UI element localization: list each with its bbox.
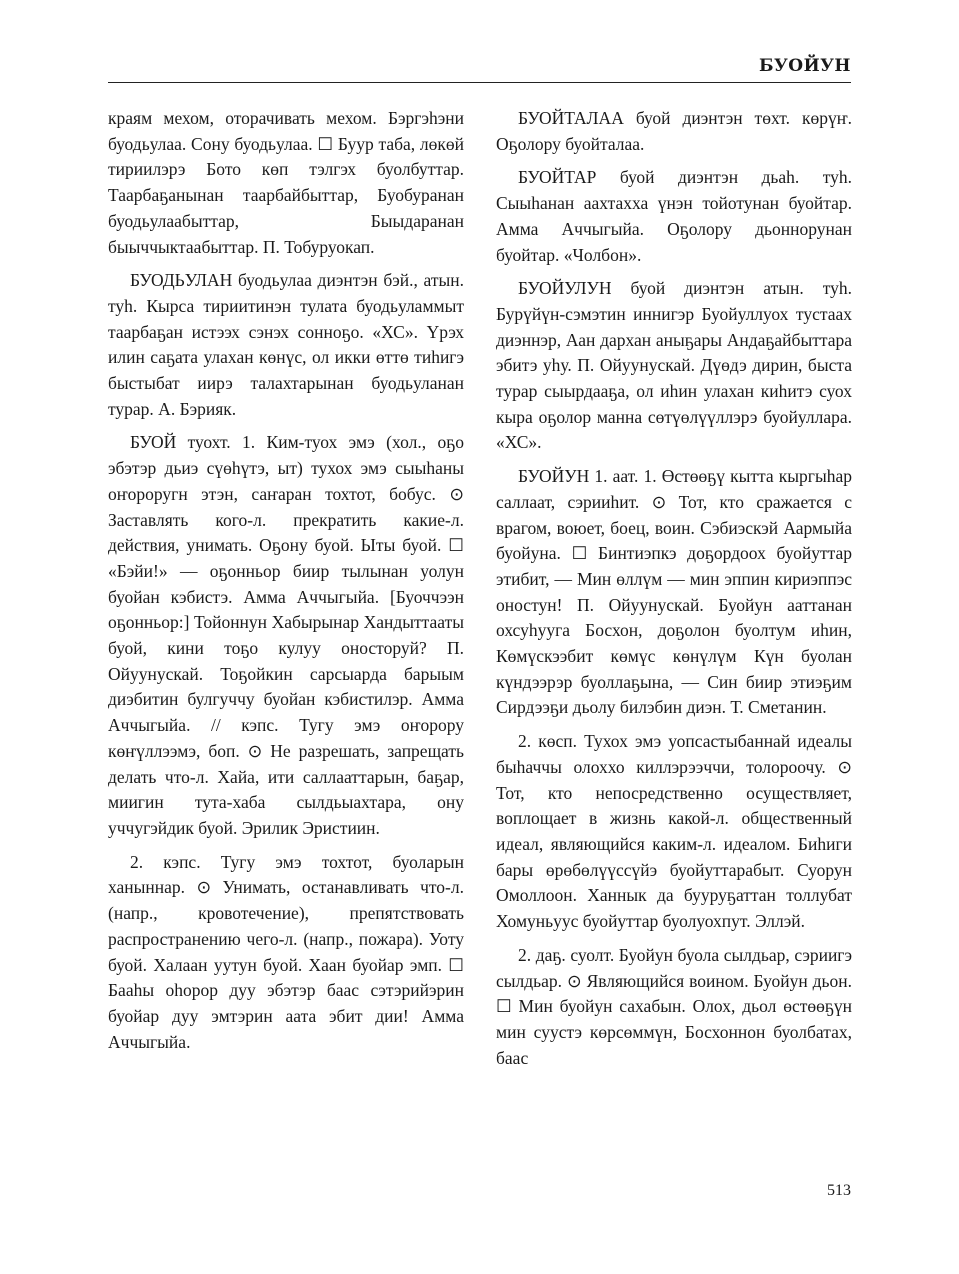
header-rule [108, 82, 851, 83]
entry-paragraph: БУОЙТАЛАА буой диэнтэн төхт. көрүҥ. Оҕолору буойталаа. [496, 108, 852, 154]
entry-paragraph: БУОЙУН 1. аат. 1. Өстөөҕү кытта кыргыһар саллаат, сэрииһит. ⊙ Тот, кто сражается с врагом, воюет, боец, воин. Сэбиэскэй Аармыйа буойуна. ☐ Бинтиэпкэ доҕордоох буойуттар этибит, — Мин өллүм — мин эппин кириэппэс оностун! П. Ойуунускай. Буойун ааттанан охсуһууга Босхон, доҕолон буолтум иһин, Көмүскээбит көмүс көнүлүм Күн буолан күндээрэр буоллаҕына, — Син биир этиэҕим Сирдээҕи дьолу билэбин диэн. Т. Сметанин. [496, 466, 852, 718]
right-column [496, 106, 852, 1079]
running-head: БУОЙУН [758, 56, 851, 76]
entry-paragraph: 2. даҕ. суолт. Буойун буола сылдьар, сэриигэ сылдьар. ⊙ Являющийся воином. Буойун дьон. ☐ Мин буойун сахабын. Олох, дьол өстөөҕүн мин суустэ көрсөммүн, Босхоннон буолбатах, баас [496, 944, 852, 1068]
entry-paragraph: 2. көсп. Тухох эмэ уопсастыбаннай идеалы быһаччы олоххо киллэрээччи, толороочу. ⊙ Тот, кто непосредственно осуществляет, воплощает в жизнь какой-л. общественный идеал, являющийся каким-л. идеалом. Биһиги бары өрөбөлүүссүйэ буойуттарабыт. Суорун Омоллоон. Ханнык да бууруҕаттан толлубат Хомуньуус буойуттар буолуохпут. Эллэй. [496, 731, 852, 932]
entry-paragraph: БУОЙУЛУН буой диэнтэн атын. туһ. Бурүйүн-сэмэтин иннигэр Буойуллуох тустаах диэннэр, Аан дархан аныҕары Андаҕайбыттара эбитэ уһу. П. Ойуунускай. Дүөдэ дирин, быста турар сыырдааҕа, ол иһин улахан киһитэ суох кыра оҕолор манна сөтүөлүүллэрэ буойуллара. «ХС». [496, 278, 852, 453]
left-column [108, 106, 464, 1063]
entry-paragraph: БУОДЬУЛАН буодьулаа диэнтэн бэй., атын. туһ. Кырса тириитинэн тулата буодьуламмыт таарбаҕан истээх сэнэх сонноҕо. «ХС». Үрэх илин саҕата улахан көнүс, ол икки өттө тиһигэ быстыбат иирэ талахтарынан буодьуланан турар. А. Бэрияк. [108, 270, 464, 419]
entry-paragraph: БУОЙТАР буой диэнтэн дьаһ. туһ. Сыыһанан аахтахха үнэн тойотунан буойтар. Амма Аччыгыйа. Оҕолору дьоннорунан буойтар. «Чолбон». [496, 167, 852, 265]
entry-paragraph: БУОЙ туохт. 1. Ким-туох эмэ (хол., оҕо эбэтэр дьиэ сүөһүтэ, ыт) тухох эмэ сыыһаны оҥороругн этэн, саҥаран тохтот, бобус. ⊙ Заставлять кого-л. прекратить какие-л. действия, унимать. Оҕону буой. Ыты буой. ☐ «Бэйи!» — оҕонньор биир тылынан уолун буойан кэбистэ. Амма Аччыгыйа. [Буоччээн оҕонньор:] Тойоннун Хабырынар Хандыттааты буой, кини тоҕо кулуу оносторуй? П. Ойуунускай. Тоҕойкин сарсыарда барыым диэбитин булгуччу буойан кэбистилэр. Амма Аччыгыйа. // кэпс. Тугу эмэ оҥорору көҥүллээмэ, боп. ⊙ Не разрешать, запрещать делать что-л. Хайа, ити саллааттарын, баҕар, миигин тута-хаба сылдьыахтара, ону уччугэйдик буой. Эрилик Эристиин. [108, 432, 464, 838]
entry-paragraph: краям мехом, оторачивать мехом. Бэргэhэни буодьулаа. Сону буодьулаа. ☐ Буур таба, лөкөй тириилэрэ Бото көп тэлгэх буолбуттар. Таарбаҕанынан таарбайбыттар, Буобуранан буодьулаабыттар, Быыдаранан быыччыктаабыттар. П. Тобуруокап. [108, 108, 464, 257]
entry-paragraph: 2. кэпс. Тугу эмэ тохтот, буоларын ханыннар. ⊙ Унимать, останавливать что-л. (напр., кровотечение), препятствовать распространению чего-л. (напр., пожара). Уоту буой. Халаан уутун буой. Хаан буойар эмп. ☐ Бааhы оhорор дуу эбэтэр баас сэтэрийэрин буойар дуу эмтэрин аата эбит дии! Амма Аччыгыйа. [108, 851, 464, 1052]
page-number: 513 [827, 1182, 851, 1199]
